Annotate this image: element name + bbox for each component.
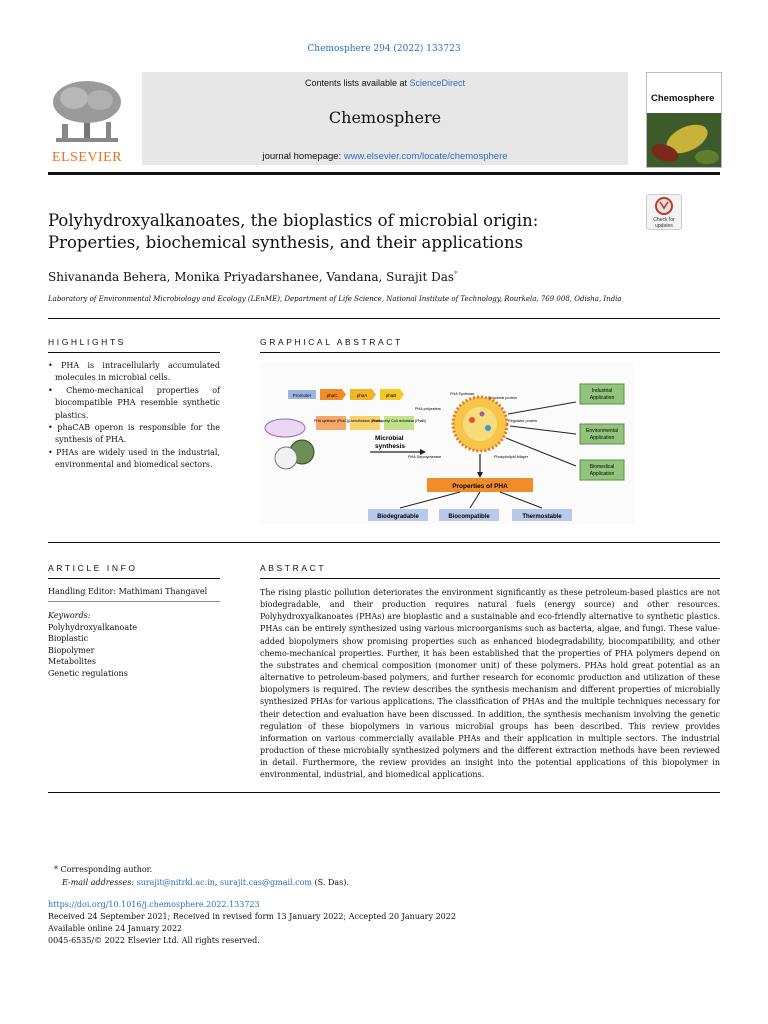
cfu-line-2: updates	[655, 223, 673, 229]
keywords-label: Keywords:	[48, 611, 91, 620]
cfu-line-1: Check for	[653, 217, 675, 223]
application-label: Application	[589, 471, 615, 477]
journal-homepage	[142, 151, 628, 162]
email-link[interactable]: surajit@nitrkl.ac.in	[136, 878, 215, 887]
application-label: Environmental	[586, 428, 618, 434]
homepage-prefix: journal homepage:	[262, 151, 344, 162]
journal-cover-thumbnail[interactable]	[646, 72, 722, 168]
keyword: Biopolymer	[48, 645, 95, 655]
highlight-item: • PHA is intracellularly accumulated molecules in microbial cells.	[48, 361, 220, 383]
gene-label: phaB	[385, 393, 397, 398]
email-line	[62, 878, 349, 887]
granule-label: Regulator protein	[508, 419, 538, 423]
application-label: Biomedical	[589, 464, 615, 470]
gene-label: phaC	[326, 393, 338, 398]
corresponding-author-note: * Corresponding author.	[54, 865, 153, 874]
author-list	[48, 270, 458, 284]
article-info-heading: ARTICLE INFO	[48, 563, 138, 573]
section-rule	[48, 542, 720, 543]
authors-text: Shivananda Behera, Monika Priyadarshanee, Vandana, Surajit Das	[48, 270, 455, 284]
copyright: 0045-6535/© 2022 Elsevier Ltd. All rights reserved.	[48, 936, 260, 945]
available-online: Available online 24 January 2022	[48, 924, 183, 933]
check-for-updates-badge[interactable]	[646, 194, 682, 230]
highlight-item: • Chemo-mechanical properties of biocompatible PHA resemble synthetic plastics.	[48, 385, 220, 420]
application-label: Industrial	[591, 388, 613, 394]
header-rule	[48, 172, 720, 175]
keyword: Metabolites	[48, 657, 97, 666]
promoter-label: Promoter	[292, 393, 312, 398]
cover-title: Chemosphere	[651, 93, 715, 104]
abstract-end-rule	[48, 792, 720, 793]
keyword: Genetic regulations	[48, 668, 128, 678]
microbial-synthesis-line-2: synthesis	[375, 443, 405, 450]
property-label: Biodegradable	[377, 514, 419, 520]
gene-label: phaA	[356, 393, 368, 398]
enzyme-label: β-ketothiolase (PhaA)	[348, 419, 382, 423]
handling-editor: Handling Editor: Mathimani Thangavel	[48, 587, 208, 596]
publisher-name: ELSEVIER	[51, 150, 123, 165]
corresponding-author-marker[interactable]: *	[454, 270, 458, 278]
highlight-item: • PHAs are widely used in the industrial, environmental and biomedical sectors.	[48, 447, 220, 470]
abstract-heading: ABSTRACT	[260, 563, 327, 573]
abstract-text: The rising plastic pollution deteriorates the environment significantly as these petroleum-based plastics are not biodegradable, and their production requires natural fuels (energy source) and other resources. Polyhydroxyalkanoates (PHAs) are bioplastic and a sustainable and eco-friendly alternative to synthetic plastics. PHAs can be entirely synthesized using various microorganisms such as bacteria, algae, and fungi. These value-added biopolymers show promising properties such as enhanced biodegradability, biocompatibility, and other chemo-mechanical properties. Further, it has been established that the properties of PHA polymers depend on the substrates and chemical composition (monomer unit) of these polymers. PHAs hold great potential as an alternative to petroleum-based polymers, and further research for economic production and utilization of these biopolymers is required. The review describes the synthesis mechanism and different properties of microbially synthesized PHAs for various applications. The classification of PHAs and the multiple techniques necessary for their detection and evaluation have been discussed. In addition, the synthesis mechanism involving the genetic regulation of these biopolymers in various microbial groups has been described. This review provides information on various commercially available PHAs and their application in multiple sectors. The industrial production of these microbially synthesized polymers and the different extraction methods have been reviewed in detail. Furthermore, the review provides an insight into the potential applications of this biopolymer in environmental, industrial, and biomedical applications.	[260, 588, 720, 780]
email-label: E-mail addresses:	[62, 878, 137, 887]
keyword: Bioplastic	[48, 634, 89, 643]
highlights-heading: HIGHLIGHTS	[48, 337, 126, 347]
affiliation: Laboratory of Environmental Microbiology and Ecology (LEnME), Department of Life Science, National Institute of Technology, Rourkela, 769 008, Odisha, India	[48, 295, 622, 303]
cover-leaf-image	[647, 113, 721, 167]
keywords-rule	[48, 601, 220, 602]
application-label: Application	[589, 435, 615, 441]
graphical-abstract-heading: GRAPHICAL ABSTRACT	[260, 337, 403, 347]
graphical-abstract-rule	[260, 352, 720, 353]
highlight-item: • phaCAB operon is responsible for the synthesis of PHA.	[48, 423, 220, 445]
article-info-rule	[48, 578, 220, 579]
properties-title: Properties of PHA	[452, 483, 508, 490]
sciencedirect-link[interactable]: ScienceDirect	[409, 78, 466, 88]
granule-label: PHA polyesters	[415, 407, 441, 411]
granule-label: PHA Depolymerase	[408, 455, 442, 459]
keyword: Polyhydroxyalkanoate	[48, 622, 138, 632]
enzyme-label: PHA synthase (PhaC)	[313, 419, 349, 423]
homepage-link[interactable]: www.elsevier.com/locate/chemosphere	[343, 151, 508, 162]
highlights-rule	[48, 352, 220, 353]
granule-label: Phospholipid bilayer	[494, 455, 528, 459]
journal-citation-link[interactable]: Chemosphere 294 (2022) 133723	[307, 44, 461, 54]
article-title: Polyhydroxyalkanoates, the bioplastics of microbial origin: Properties, biochemical synthesis, and their applications	[48, 211, 539, 252]
graphical-abstract-figure	[260, 362, 634, 524]
property-label: Thermostable	[522, 514, 562, 520]
affiliation-rule	[48, 318, 720, 319]
highlights-list	[48, 360, 220, 472]
application-label: Application	[589, 395, 615, 401]
email-link[interactable]: surajit.cas@gmail.com	[219, 878, 313, 887]
doi-link[interactable]: https://doi.org/10.1016/j.chemosphere.2022.133723	[48, 900, 260, 909]
journal-name: Chemosphere	[328, 108, 442, 127]
property-label: Biocompatible	[448, 514, 490, 520]
abstract-rule	[260, 578, 720, 579]
granule-label: Structural protein	[488, 396, 517, 400]
email-separator: ,	[214, 878, 220, 887]
contents-prefix: Contents lists available at	[304, 78, 410, 88]
keywords-block	[48, 610, 137, 679]
enzyme-label: Acetoacetyl CoA reductase (PhaB)	[372, 419, 426, 423]
granule-label: PHA Synthase	[450, 392, 475, 396]
contents-line	[142, 78, 628, 88]
email-suffix: (S. Das).	[312, 878, 349, 887]
received-dates: Received 24 September 2021; Received in revised form 13 January 2022; Accepted 20 January 2022	[48, 912, 456, 921]
microbial-synthesis-line-1: Microbial	[375, 435, 404, 442]
